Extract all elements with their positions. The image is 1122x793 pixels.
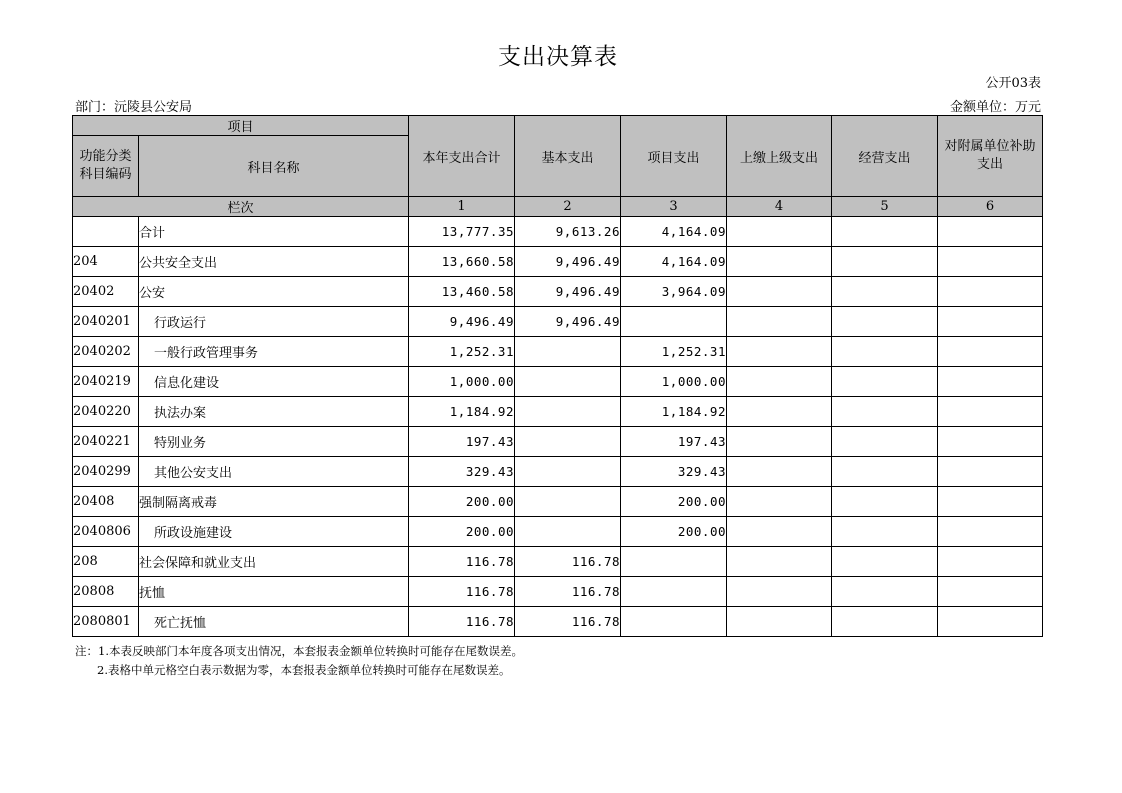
upper-amount-cell xyxy=(727,487,832,517)
total-amount-cell: 200.00 xyxy=(409,517,515,547)
func-code-cell: 2040221 xyxy=(73,427,139,457)
basic-amount-cell: 9,496.49 xyxy=(515,307,621,337)
table-row xyxy=(73,337,1043,367)
project-amount-cell: 1,000.00 xyxy=(621,367,727,397)
index-cell: 2 xyxy=(515,197,621,217)
business-amount-cell xyxy=(832,217,938,247)
project-amount-cell xyxy=(621,577,727,607)
project-amount-cell: 4,164.09 xyxy=(621,217,727,247)
basic-amount-cell: 116.78 xyxy=(515,607,621,637)
form-number: 公开03表 xyxy=(985,76,1041,91)
total-amount-cell: 197.43 xyxy=(409,427,515,457)
func-code-cell: 2040202 xyxy=(73,337,139,367)
project-amount-cell: 200.00 xyxy=(621,487,727,517)
func-code-cell: 2040219 xyxy=(73,367,139,397)
func-code-cell: 2040220 xyxy=(73,397,139,427)
upper-amount-cell xyxy=(727,277,832,307)
subsidy-amount-cell xyxy=(938,487,1043,517)
header-subsidy: 对附属单位补助支出 xyxy=(938,116,1043,197)
project-amount-cell: 197.43 xyxy=(621,427,727,457)
basic-amount-cell: 116.78 xyxy=(515,577,621,607)
func-code-cell: 2040201 xyxy=(73,307,139,337)
project-amount-cell: 1,184.92 xyxy=(621,397,727,427)
upper-amount-cell xyxy=(727,457,832,487)
page-title: 支出决算表 xyxy=(498,44,618,70)
upper-amount-cell xyxy=(727,577,832,607)
func-code-cell: 2040299 xyxy=(73,457,139,487)
upper-amount-cell xyxy=(727,217,832,247)
business-amount-cell xyxy=(832,307,938,337)
business-amount-cell xyxy=(832,457,938,487)
table-row xyxy=(73,427,1043,457)
total-amount-cell: 116.78 xyxy=(409,577,515,607)
subject-name-cell: 公共安全支出 xyxy=(139,247,409,277)
table-row xyxy=(73,487,1043,517)
subsidy-amount-cell xyxy=(938,457,1043,487)
func-code-cell: 204 xyxy=(73,247,139,277)
subsidy-amount-cell xyxy=(938,607,1043,637)
total-amount-cell: 116.78 xyxy=(409,607,515,637)
subsidy-amount-cell xyxy=(938,397,1043,427)
index-cell: 3 xyxy=(621,197,727,217)
business-amount-cell xyxy=(832,427,938,457)
index-cell: 1 xyxy=(409,197,515,217)
total-amount-cell: 9,496.49 xyxy=(409,307,515,337)
subsidy-amount-cell xyxy=(938,337,1043,367)
business-amount-cell xyxy=(832,247,938,277)
func-code-cell: 20808 xyxy=(73,577,139,607)
index-cell: 5 xyxy=(832,197,938,217)
header-index-label: 栏次 xyxy=(73,197,409,217)
header-total: 本年支出合计 xyxy=(409,116,515,197)
expenditure-table xyxy=(72,115,1043,637)
subject-name-cell: 特别业务 xyxy=(139,427,409,457)
subsidy-amount-cell xyxy=(938,307,1043,337)
header-func-code: 功能分类科目编码 xyxy=(73,136,139,197)
basic-amount-cell xyxy=(515,517,621,547)
project-amount-cell: 200.00 xyxy=(621,517,727,547)
subject-name-cell: 一般行政管理事务 xyxy=(139,337,409,367)
subsidy-amount-cell xyxy=(938,517,1043,547)
table-row xyxy=(73,607,1043,637)
upper-amount-cell xyxy=(727,517,832,547)
func-code-cell xyxy=(73,217,139,247)
header-business: 经营支出 xyxy=(832,116,938,197)
subsidy-amount-cell xyxy=(938,577,1043,607)
project-amount-cell: 329.43 xyxy=(621,457,727,487)
subject-name-cell: 合计 xyxy=(139,217,409,247)
business-amount-cell xyxy=(832,487,938,517)
basic-amount-cell: 9,496.49 xyxy=(515,247,621,277)
project-amount-cell: 3,964.09 xyxy=(621,277,727,307)
total-amount-cell: 13,777.35 xyxy=(409,217,515,247)
subject-name-cell: 所政设施建设 xyxy=(139,517,409,547)
total-amount-cell: 116.78 xyxy=(409,547,515,577)
upper-amount-cell xyxy=(727,307,832,337)
subsidy-amount-cell xyxy=(938,427,1043,457)
total-amount-cell: 1,184.92 xyxy=(409,397,515,427)
upper-amount-cell xyxy=(727,427,832,457)
basic-amount-cell xyxy=(515,367,621,397)
subject-name-cell: 行政运行 xyxy=(139,307,409,337)
business-amount-cell xyxy=(832,367,938,397)
business-amount-cell xyxy=(832,607,938,637)
business-amount-cell xyxy=(832,397,938,427)
footnote-2: 2.表格中单元格空白表示数据为零，本套报表金额单位转换时可能存在尾数误差。 xyxy=(97,663,511,677)
subject-name-cell: 执法办案 xyxy=(139,397,409,427)
table-row xyxy=(73,367,1043,397)
table-row xyxy=(73,547,1043,577)
total-amount-cell: 1,000.00 xyxy=(409,367,515,397)
basic-amount-cell xyxy=(515,487,621,517)
upper-amount-cell xyxy=(727,547,832,577)
upper-amount-cell xyxy=(727,247,832,277)
amount-unit-label: 金额单位：万元 xyxy=(949,100,1041,115)
table-row xyxy=(73,277,1043,307)
subsidy-amount-cell xyxy=(938,367,1043,397)
table-row xyxy=(73,307,1043,337)
subject-name-cell: 抚恤 xyxy=(139,577,409,607)
project-amount-cell xyxy=(621,607,727,637)
basic-amount-cell xyxy=(515,457,621,487)
subject-name-cell: 强制隔离戒毒 xyxy=(139,487,409,517)
footnote-1: 注：1.本表反映部门本年度各项支出情况，本套报表金额单位转换时可能存在尾数误差。 xyxy=(75,644,523,658)
footnotes xyxy=(75,642,523,680)
business-amount-cell xyxy=(832,517,938,547)
table-row xyxy=(73,397,1043,427)
project-amount-cell xyxy=(621,307,727,337)
func-code-cell: 2080801 xyxy=(73,607,139,637)
basic-amount-cell xyxy=(515,337,621,367)
project-amount-cell: 4,164.09 xyxy=(621,247,727,277)
project-amount-cell xyxy=(621,547,727,577)
table-row xyxy=(73,517,1043,547)
subsidy-amount-cell xyxy=(938,277,1043,307)
subsidy-amount-cell xyxy=(938,247,1043,277)
func-code-cell: 2040806 xyxy=(73,517,139,547)
header-upper: 上缴上级支出 xyxy=(727,116,832,197)
table-row xyxy=(73,217,1043,247)
project-amount-cell: 1,252.31 xyxy=(621,337,727,367)
business-amount-cell xyxy=(832,577,938,607)
subject-name-cell: 死亡抚恤 xyxy=(139,607,409,637)
basic-amount-cell: 9,496.49 xyxy=(515,277,621,307)
header-subject-name: 科目名称 xyxy=(139,136,409,197)
total-amount-cell: 13,660.58 xyxy=(409,247,515,277)
upper-amount-cell xyxy=(727,397,832,427)
business-amount-cell xyxy=(832,547,938,577)
subject-name-cell: 社会保障和就业支出 xyxy=(139,547,409,577)
basic-amount-cell xyxy=(515,427,621,457)
subsidy-amount-cell xyxy=(938,217,1043,247)
table-row xyxy=(73,577,1043,607)
header-item: 项目 xyxy=(73,116,409,136)
business-amount-cell xyxy=(832,337,938,367)
upper-amount-cell xyxy=(727,367,832,397)
basic-amount-cell: 9,613.26 xyxy=(515,217,621,247)
upper-amount-cell xyxy=(727,337,832,367)
total-amount-cell: 329.43 xyxy=(409,457,515,487)
subject-name-cell: 公安 xyxy=(139,277,409,307)
subsidy-amount-cell xyxy=(938,547,1043,577)
basic-amount-cell xyxy=(515,397,621,427)
header-project: 项目支出 xyxy=(621,116,727,197)
total-amount-cell: 13,460.58 xyxy=(409,277,515,307)
func-code-cell: 20402 xyxy=(73,277,139,307)
business-amount-cell xyxy=(832,277,938,307)
table-row xyxy=(73,247,1043,277)
func-code-cell: 208 xyxy=(73,547,139,577)
header-basic: 基本支出 xyxy=(515,116,621,197)
total-amount-cell: 200.00 xyxy=(409,487,515,517)
index-cell: 4 xyxy=(727,197,832,217)
subject-name-cell: 信息化建设 xyxy=(139,367,409,397)
index-cell: 6 xyxy=(938,197,1043,217)
upper-amount-cell xyxy=(727,607,832,637)
subject-name-cell: 其他公安支出 xyxy=(139,457,409,487)
basic-amount-cell: 116.78 xyxy=(515,547,621,577)
table-row xyxy=(73,457,1043,487)
department-label: 部门：沅陵县公安局 xyxy=(75,100,193,115)
total-amount-cell: 1,252.31 xyxy=(409,337,515,367)
func-code-cell: 20408 xyxy=(73,487,139,517)
